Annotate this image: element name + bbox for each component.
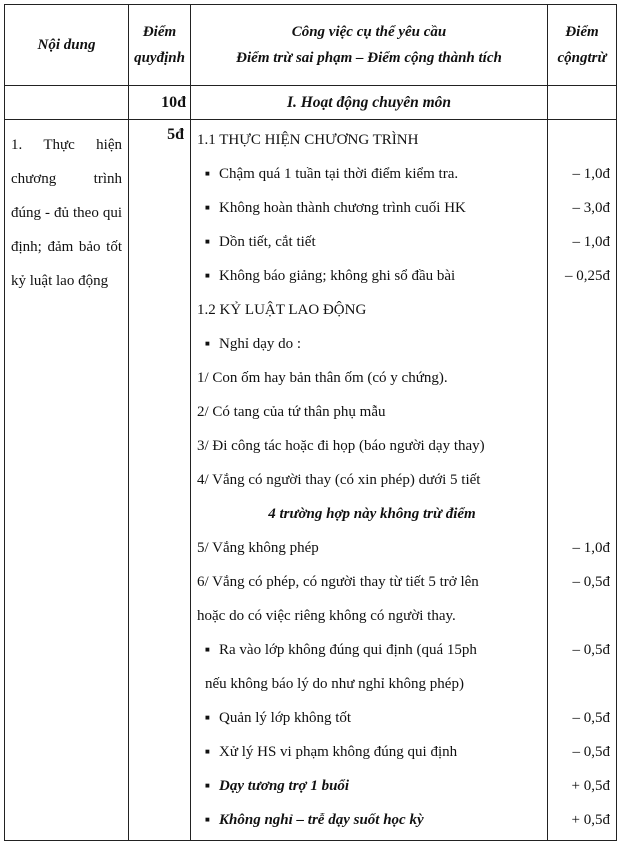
score-value: [548, 330, 610, 364]
criteria-points: 5đ: [129, 120, 191, 841]
task-line: 3/ Đi công tác hoặc đi họp (báo người dạy thay): [197, 438, 485, 454]
score-value: [548, 670, 610, 704]
header-points: Điểm quyđịnh: [129, 5, 191, 86]
score-value: + 0,5đ: [571, 812, 610, 828]
section-points: 10đ: [129, 86, 191, 120]
score-value: [548, 466, 610, 500]
score-value: [548, 364, 610, 398]
score-value: [548, 296, 610, 330]
task-line: ■ Ra vào lớp không đúng qui định (quá 15ph: [191, 636, 547, 670]
task-lines: [191, 120, 548, 841]
header-row: [5, 5, 617, 86]
score-value: – 3,0đ: [572, 200, 610, 216]
score-value: [548, 432, 610, 466]
task-line: hoặc do có việc riêng không có người thay.: [197, 608, 456, 624]
task-line: 2/ Có tang của tứ thân phụ mẫu: [197, 404, 386, 420]
score-value: – 1,0đ: [572, 540, 610, 556]
task-line: ■ Không hoàn thành chương trình cuối HK: [191, 194, 547, 228]
score-value: – 0,5đ: [572, 710, 610, 726]
task-line: ■ Dạy tương trợ 1 buổi: [191, 772, 547, 806]
section-title: I. Hoạt động chuyên môn: [191, 86, 548, 120]
score-value: [548, 602, 610, 636]
task-line: 1.1 THỰC HIỆN CHƯƠNG TRÌNH: [197, 132, 419, 148]
task-line: 6/ Vắng có phép, có người thay từ tiết 5 trở lên: [197, 574, 479, 590]
task-line: ■ Không báo giảng; không ghi sổ đầu bài: [191, 262, 547, 296]
score-value: [548, 500, 610, 534]
task-line: ■ Xử lý HS vi phạm không đúng qui định: [191, 738, 547, 772]
score-value: – 0,5đ: [572, 642, 610, 658]
task-line: ■ Chậm quá 1 tuần tại thời điểm kiểm tra.: [191, 160, 547, 194]
criteria-text: 1. Thực hiện chương trình đúng - đủ theo qui định; đảm bảo tốt kỷ luật lao động: [5, 120, 129, 841]
evaluation-table: [4, 4, 617, 841]
task-line: ■ Quản lý lớp không tốt: [191, 704, 547, 738]
task-line: 4/ Vắng có người thay (có xin phép) dưới 5 tiết: [197, 472, 481, 488]
score-value: – 0,5đ: [572, 744, 610, 760]
score-value: [548, 398, 610, 432]
score-value: [548, 126, 610, 160]
header-score: Điểm cộngtrừ: [548, 5, 617, 86]
task-line: 1/ Con ốm hay bản thân ốm (có y chứng).: [197, 370, 448, 386]
task-line: ■ Không nghỉ – trễ dạy suốt học kỳ: [191, 806, 547, 840]
score-value: – 1,0đ: [572, 166, 610, 182]
task-line: 4 trường hợp này không trừ điểm: [268, 506, 476, 522]
score-value: – 1,0đ: [572, 234, 610, 250]
score-value: – 0,5đ: [572, 574, 610, 590]
score-value: + 0,5đ: [571, 778, 610, 794]
section-row: [5, 86, 617, 120]
task-line: ■ Dồn tiết, cắt tiết: [191, 228, 547, 262]
score-lines: [548, 120, 617, 841]
task-line: 1.2 KỶ LUẬT LAO ĐỘNG: [197, 302, 367, 318]
task-line: nếu không báo lý do như nghỉ không phép): [205, 676, 464, 692]
header-content: Nội dung: [5, 5, 129, 86]
score-value: – 0,25đ: [565, 268, 610, 284]
content-row: [5, 120, 617, 841]
task-line: ■ Nghỉ dạy do :: [191, 330, 547, 364]
task-line: 5/ Vắng không phép: [197, 540, 319, 556]
header-tasks: Công việc cụ thể yêu cầu Điểm trừ sai phạm – Điểm cộng thành tích: [191, 5, 548, 86]
